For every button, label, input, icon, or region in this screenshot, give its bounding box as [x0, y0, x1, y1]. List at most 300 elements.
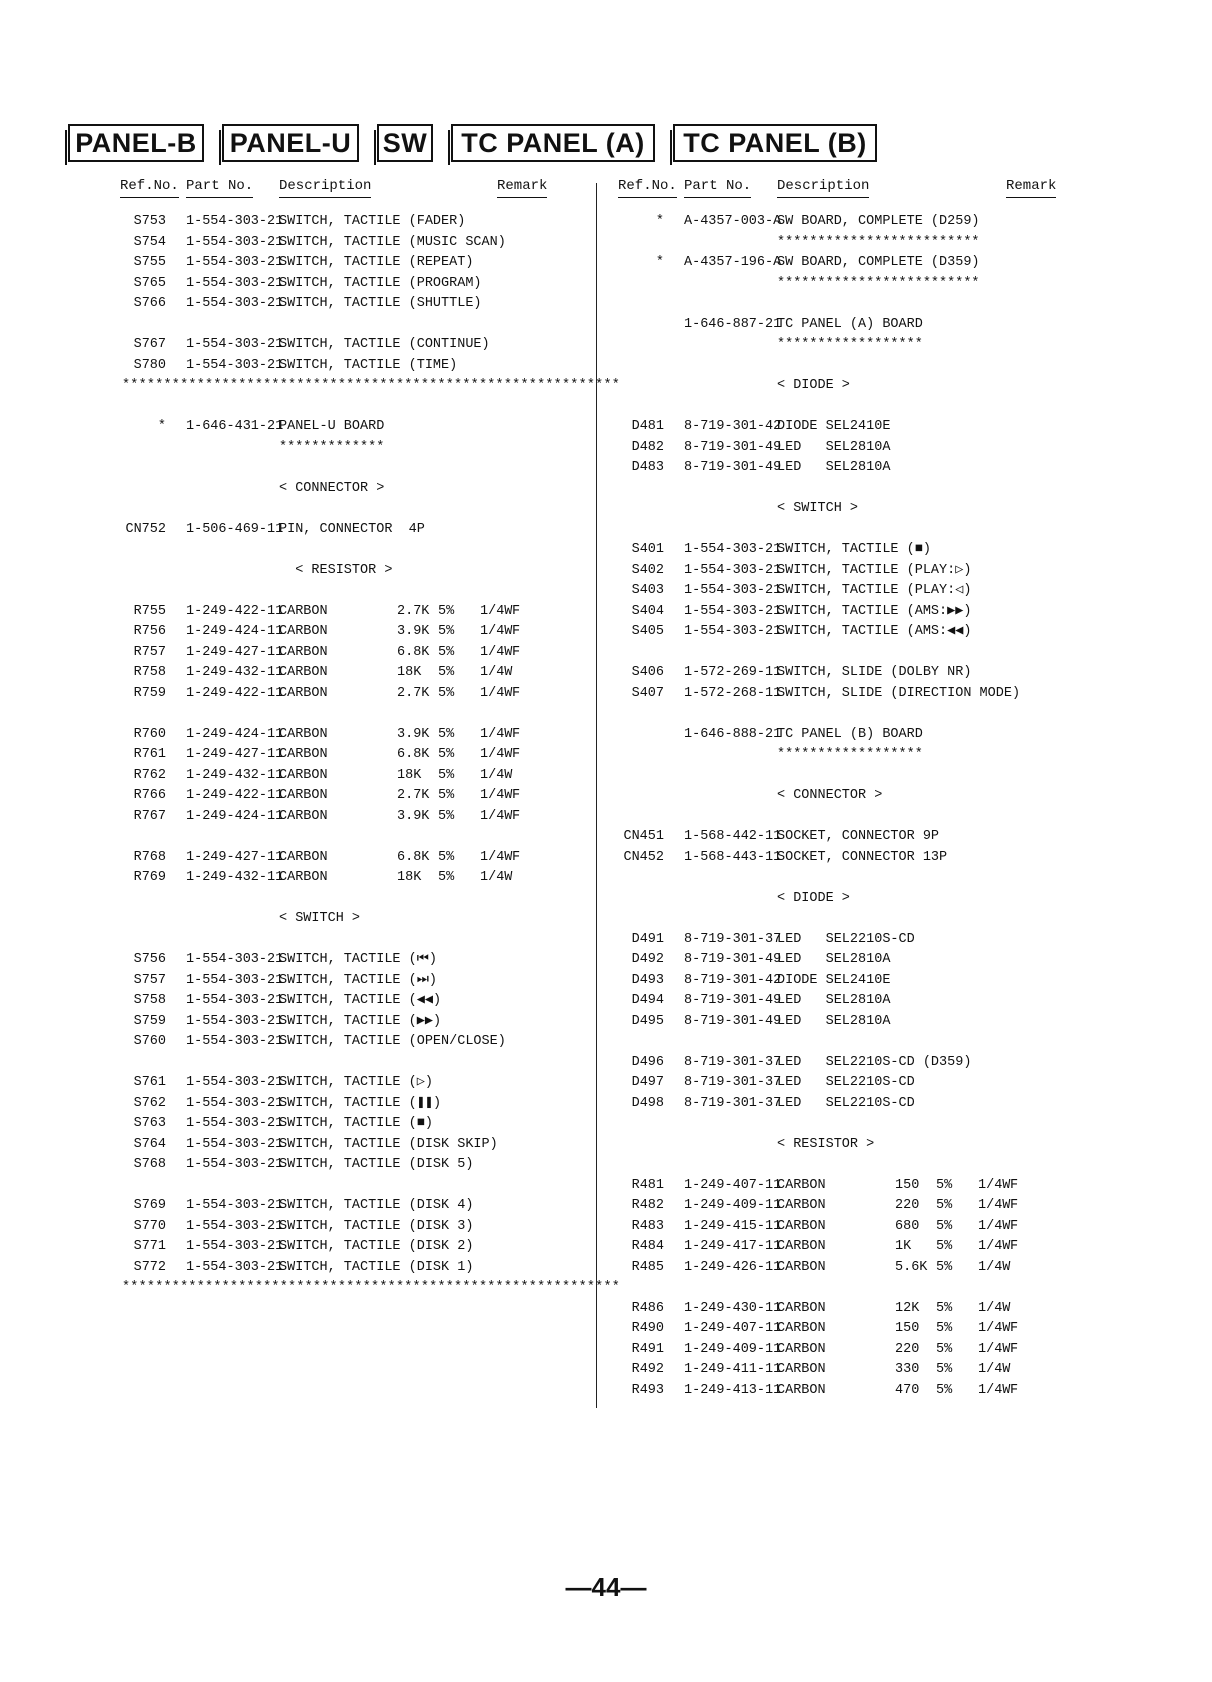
remark: F [512, 849, 521, 865]
power-rating: 1/4W [480, 644, 513, 660]
ref-no: S755 [133, 255, 166, 270]
power-rating: 1/4W [978, 1259, 1011, 1275]
part-row [620, 1381, 1040, 1402]
ref-no: R760 [133, 726, 166, 742]
part-no: 1-554-303-21 [186, 1075, 284, 1090]
power-rating: 1/4W [480, 788, 513, 803]
ref-no: S407 [631, 685, 664, 701]
ref-no: S772 [133, 1259, 166, 1275]
ref-no: R491 [631, 1341, 664, 1357]
description: SWITCH, TACTILE (PLAY:◁) [777, 583, 972, 598]
power-rating: 1/4W [480, 603, 513, 619]
description: SWITCH, TACTILE (CONTINUE) [279, 337, 490, 352]
part-row [620, 253, 1040, 274]
section-label: ************************* [777, 234, 980, 250]
section-heading [620, 786, 1040, 807]
spacer [122, 1053, 622, 1074]
description: CARBON [777, 1198, 826, 1213]
description: SWITCH, TACTILE (⏭) [279, 972, 437, 988]
part-no: 1-249-424-11 [186, 624, 284, 639]
description: LED SEL2810A [777, 952, 891, 967]
spacer [122, 581, 622, 602]
section-label: < SWITCH > [279, 911, 361, 926]
description: CARBON [777, 1382, 826, 1398]
part-no: 8-719-301-49 [684, 952, 782, 967]
part-row [122, 274, 622, 295]
ref-no: S762 [133, 1095, 166, 1111]
part-row [620, 1299, 1040, 1320]
ref-no: R762 [133, 767, 166, 783]
spacer [620, 294, 1040, 315]
power-rating: 1/4W [480, 665, 513, 680]
part-row [122, 622, 622, 643]
section-heading [620, 376, 1040, 397]
part-row [122, 233, 622, 254]
ref-no: S402 [631, 562, 664, 578]
part-row [122, 1258, 622, 1279]
part-row [620, 417, 1040, 438]
tolerance: 5% [438, 747, 455, 762]
ref-no: R482 [631, 1198, 664, 1213]
power-rating: 1/4W [978, 1362, 1011, 1377]
part-row [122, 991, 622, 1012]
ref-no: CN452 [623, 849, 664, 865]
part-no: 1-554-303-21 [186, 1198, 284, 1213]
part-row [620, 1237, 1040, 1258]
ref-no: R755 [133, 603, 166, 619]
part-no: 1-249-411-11 [684, 1362, 782, 1377]
ref-no: CN752 [125, 521, 166, 537]
part-row [122, 294, 622, 315]
part-no: 8-719-301-37 [684, 931, 782, 947]
ref-no: S760 [133, 1034, 166, 1049]
description: SWITCH, TACTILE (◀◀) [279, 993, 442, 1008]
power-rating: 1/4W [480, 849, 513, 865]
ref-no: R768 [133, 849, 166, 865]
description: SWITCH, TACTILE (■) [777, 542, 931, 557]
spacer [122, 889, 622, 910]
part-row [620, 848, 1040, 869]
description: LED SEL2210S-CD [777, 931, 915, 947]
part-no: 1-506-469-11 [186, 521, 284, 537]
description: SWITCH, TACTILE (DISK 4) [279, 1198, 474, 1213]
resistance-value: 2.7K [397, 685, 430, 701]
tab-tc-panel-b: TC PANEL (B) [673, 124, 877, 162]
spacer [620, 520, 1040, 541]
description: CARBON [279, 685, 328, 701]
part-no: 1-249-427-11 [186, 747, 284, 762]
ref-no: S769 [133, 1198, 166, 1213]
description: CARBON [279, 665, 328, 680]
description: SW BOARD, COMPLETE (D359) [777, 255, 980, 270]
part-no: 1-568-442-11 [684, 829, 782, 844]
separator-stars: ************************************************************ [122, 378, 621, 393]
description: CARBON [777, 1259, 826, 1275]
ref-no: * [655, 255, 664, 270]
power-rating: 1/4W [480, 870, 513, 885]
tolerance: 5% [438, 726, 455, 742]
ref-no: S767 [133, 337, 166, 352]
description: CARBON [279, 849, 328, 865]
description: SWITCH, TACTILE (DISK 3) [279, 1218, 474, 1234]
ref-no: D492 [631, 952, 664, 967]
page-number: —44— [565, 1572, 647, 1602]
part-no: 1-249-426-11 [684, 1259, 782, 1275]
power-rating: 1/4W [480, 747, 513, 762]
part-no: 1-554-303-21 [186, 1218, 284, 1234]
part-row [620, 1217, 1040, 1238]
resistance-value: 18K [397, 767, 422, 783]
part-row [620, 1012, 1040, 1033]
part-no: 1-554-303-21 [186, 296, 284, 311]
part-no: 1-646-431-21 [186, 419, 284, 434]
section-heading [620, 1135, 1040, 1156]
header-ref: Ref.No. [618, 178, 677, 198]
section-heading [620, 274, 1040, 295]
part-row [620, 684, 1040, 705]
ref-no: * [655, 214, 664, 229]
description: SW BOARD, COMPLETE (D259) [777, 214, 980, 229]
description: PANEL-U BOARD [279, 419, 385, 434]
ref-no: S764 [133, 1136, 166, 1152]
remark: F [512, 808, 521, 824]
part-row [122, 1196, 622, 1217]
part-no: 1-249-424-11 [186, 808, 284, 824]
part-row [122, 663, 622, 684]
part-no: 1-249-427-11 [186, 849, 284, 865]
part-no: 8-719-301-37 [684, 1075, 782, 1090]
part-row [620, 1360, 1040, 1381]
description: SWITCH, TACTILE (⏮) [279, 952, 437, 967]
part-row [620, 1073, 1040, 1094]
part-row [122, 807, 622, 828]
ref-no: R484 [631, 1239, 664, 1254]
description: LED SEL2810A [777, 460, 891, 475]
spacer [620, 807, 1040, 828]
ref-no: S405 [631, 624, 664, 639]
remark: F [512, 747, 521, 762]
part-no: 1-249-409-11 [684, 1341, 782, 1357]
part-no: 1-554-303-21 [186, 1095, 284, 1111]
part-row [122, 602, 622, 623]
parts-list-left [122, 178, 622, 1299]
ref-no: S754 [133, 234, 166, 250]
section-label: ****************** [777, 337, 923, 352]
spacer [122, 930, 622, 951]
description: LED SEL2210S-CD [777, 1095, 915, 1111]
part-row [122, 253, 622, 274]
description: SWITCH, SLIDE (DOLBY NR) [777, 665, 972, 680]
description: CARBON [279, 870, 328, 885]
ref-no: R761 [133, 747, 166, 762]
description: SOCKET, CONNECTOR 9P [777, 829, 940, 844]
part-no: 1-554-303-21 [186, 1259, 284, 1275]
part-no: 1-249-409-11 [684, 1198, 782, 1213]
ref-no: S401 [631, 542, 664, 557]
description: SWITCH, TACTILE (DISK 1) [279, 1259, 474, 1275]
power-rating: 1/4W [978, 1177, 1011, 1193]
resistance-value: 150 [895, 1177, 920, 1193]
ref-no: D491 [631, 931, 664, 947]
resistance-value: 3.9K [397, 726, 430, 742]
tolerance: 5% [438, 644, 455, 660]
ref-no: R485 [631, 1259, 664, 1275]
ref-no: S759 [133, 1013, 166, 1029]
tolerance: 5% [438, 849, 455, 865]
header-part: Part No. [684, 178, 751, 198]
part-no: 1-249-432-11 [186, 870, 284, 885]
description: SWITCH, TACTILE (FADER) [279, 214, 466, 229]
description: CARBON [279, 644, 328, 660]
spacer [122, 704, 622, 725]
part-row [620, 315, 1040, 336]
part-no: 1-554-303-21 [186, 357, 284, 373]
ref-no: R767 [133, 808, 166, 824]
ref-no: R759 [133, 685, 166, 701]
part-row [122, 212, 622, 233]
description: CARBON [279, 808, 328, 824]
part-no: 1-249-427-11 [186, 644, 284, 660]
power-rating: 1/4W [978, 1198, 1011, 1213]
resistance-value: 2.7K [397, 788, 430, 803]
tolerance: 5% [936, 1300, 953, 1316]
part-no: 1-554-303-21 [186, 1136, 284, 1152]
ref-no: * [157, 419, 166, 434]
part-no: 1-554-303-21 [684, 583, 782, 598]
part-row [122, 868, 622, 889]
part-row [620, 930, 1040, 951]
part-row [122, 1073, 622, 1094]
part-no: 1-554-303-21 [186, 234, 284, 250]
part-no: 1-249-415-11 [684, 1218, 782, 1234]
column-header [122, 178, 622, 212]
column-header [618, 178, 1057, 212]
section-heading [620, 233, 1040, 254]
part-row [620, 950, 1040, 971]
part-no: 1-554-303-21 [684, 624, 782, 639]
part-row [620, 561, 1040, 582]
power-rating: 1/4W [480, 726, 513, 742]
description: DIODE SEL2410E [777, 419, 891, 434]
part-no: 1-554-303-21 [186, 1013, 284, 1029]
resistance-value: 470 [895, 1382, 920, 1398]
section-label: ************************* [777, 275, 980, 291]
tolerance: 5% [936, 1382, 953, 1398]
separator-row [122, 376, 622, 397]
remark: F [512, 644, 521, 660]
section-heading [620, 499, 1040, 520]
section-label: < CONNECTOR > [777, 788, 883, 803]
part-row [620, 971, 1040, 992]
ref-no: S406 [631, 665, 664, 680]
resistance-value: 6.8K [397, 644, 430, 660]
part-no: 1-568-443-11 [684, 849, 782, 865]
ref-no: S403 [631, 583, 664, 598]
part-row [620, 1196, 1040, 1217]
description: CARBON [279, 624, 328, 639]
remark: F [512, 685, 521, 701]
part-no: 8-719-301-37 [684, 1054, 782, 1070]
part-row [122, 1032, 622, 1053]
header-remark: Remark [1006, 178, 1056, 198]
remark: F [512, 726, 521, 742]
part-no: 1-249-407-11 [684, 1177, 782, 1193]
part-no: 1-554-303-21 [186, 1116, 284, 1131]
part-row [620, 827, 1040, 848]
section-heading [620, 335, 1040, 356]
part-no: 1-249-422-11 [186, 603, 284, 619]
part-no: 1-249-430-11 [684, 1300, 782, 1316]
part-row [122, 520, 622, 541]
part-row [122, 1155, 622, 1176]
tolerance: 5% [936, 1259, 953, 1275]
part-row [122, 725, 622, 746]
spacer [122, 458, 622, 479]
part-no: 1-554-303-21 [186, 1157, 284, 1172]
spacer [620, 643, 1040, 664]
part-row [122, 786, 622, 807]
ref-no: D497 [631, 1075, 664, 1090]
ref-no: S761 [133, 1075, 166, 1090]
resistance-value: 18K [397, 870, 422, 885]
section-heading [122, 909, 622, 930]
spacer [122, 827, 622, 848]
part-row [620, 458, 1040, 479]
resistance-value: 680 [895, 1218, 920, 1234]
tolerance: 5% [936, 1362, 953, 1377]
remark: F [1010, 1382, 1019, 1398]
section-label: ****************** [777, 747, 923, 762]
resistance-value: 3.9K [397, 624, 430, 639]
description: PIN, CONNECTOR 4P [279, 521, 425, 537]
separator-row [122, 1278, 622, 1299]
resistance-value: 18K [397, 665, 422, 680]
resistance-value: 220 [895, 1341, 920, 1357]
resistance-value: 150 [895, 1321, 920, 1336]
part-row [620, 1340, 1040, 1361]
section-heading [620, 745, 1040, 766]
power-rating: 1/4W [480, 767, 513, 783]
section-label: < DIODE > [777, 890, 850, 906]
parts-rows-right [620, 212, 1040, 1401]
description: SWITCH, TACTILE (AMS:▶▶) [777, 603, 972, 619]
section-label: ************* [279, 439, 385, 455]
part-no: 1-554-303-21 [186, 255, 284, 270]
ref-no: S756 [133, 952, 166, 967]
tab-panel-b: PANEL-B [68, 124, 204, 162]
part-row [122, 1237, 622, 1258]
part-row [122, 335, 622, 356]
description: CARBON [279, 767, 328, 783]
ref-no: R486 [631, 1300, 664, 1316]
description: CARBON [777, 1177, 826, 1193]
remark: F [1010, 1198, 1019, 1213]
description: LED SEL2210S-CD (D359) [777, 1054, 972, 1070]
description: SWITCH, TACTILE (▶▶) [279, 1013, 442, 1029]
power-rating: 1/4W [480, 685, 513, 701]
ref-no: R483 [631, 1218, 664, 1234]
section-label: < CONNECTOR > [279, 480, 385, 496]
spacer [620, 868, 1040, 889]
spacer [620, 704, 1040, 725]
part-row [122, 950, 622, 971]
description: CARBON [777, 1218, 826, 1234]
part-no: 1-572-268-11 [684, 685, 782, 701]
part-no: A-4357-003-A [684, 214, 782, 229]
part-no: 1-554-303-21 [186, 275, 284, 291]
description: SWITCH, TACTILE (MUSIC SCAN) [279, 234, 506, 250]
part-no: 8-719-301-42 [684, 972, 782, 988]
section-label: < DIODE > [777, 378, 850, 393]
description: SWITCH, TACTILE (DISK 2) [279, 1239, 474, 1254]
part-row [122, 417, 622, 438]
tolerance: 5% [438, 870, 455, 885]
part-no: 1-249-432-11 [186, 665, 284, 680]
part-no: 1-249-417-11 [684, 1239, 782, 1254]
tab-tc-panel-a: TC PANEL (A) [451, 124, 655, 162]
description: SWITCH, TACTILE (OPEN/CLOSE) [279, 1034, 506, 1049]
description: CARBON [777, 1341, 826, 1357]
description: SWITCH, TACTILE (TIME) [279, 357, 458, 373]
description: CARBON [777, 1239, 826, 1254]
part-row [620, 725, 1040, 746]
ref-no: D498 [631, 1095, 664, 1111]
ref-no: CN451 [623, 829, 664, 844]
header-desc: Description [777, 178, 869, 198]
description: DIODE SEL2410E [777, 972, 891, 988]
ref-no: R769 [133, 870, 166, 885]
part-no: 1-249-422-11 [186, 685, 284, 701]
ref-no: S770 [133, 1218, 166, 1234]
power-rating: 1/4W [978, 1239, 1011, 1254]
part-row [620, 622, 1040, 643]
section-heading [122, 479, 622, 500]
ref-no: R757 [133, 644, 166, 660]
part-row [122, 1135, 622, 1156]
remark: F [1010, 1239, 1019, 1254]
spacer [122, 540, 622, 561]
part-no: 8-719-301-49 [684, 460, 782, 475]
description: LED SEL2810A [777, 993, 891, 1008]
part-no: 1-554-303-21 [186, 1239, 284, 1254]
resistance-value: 5.6K [895, 1259, 928, 1275]
description: SWITCH, TACTILE (AMS:◀◀) [777, 624, 972, 639]
part-row [122, 643, 622, 664]
power-rating: 1/4W [978, 1382, 1011, 1398]
header-desc: Description [279, 178, 371, 198]
part-row [620, 581, 1040, 602]
spacer [620, 1032, 1040, 1053]
part-row [122, 1114, 622, 1135]
part-no: 1-249-413-11 [684, 1382, 782, 1398]
ref-no: S753 [133, 214, 166, 229]
tolerance: 5% [438, 767, 455, 783]
part-row [122, 766, 622, 787]
remark: F [512, 788, 521, 803]
part-row [620, 991, 1040, 1012]
parts-rows-left [122, 212, 622, 1299]
tolerance: 5% [438, 603, 455, 619]
part-row [620, 1176, 1040, 1197]
description: CARBON [279, 603, 328, 619]
ref-no: S763 [133, 1116, 166, 1131]
tolerance: 5% [438, 788, 455, 803]
header-ref: Ref.No. [120, 178, 179, 198]
description: SWITCH, TACTILE (SHUTTLE) [279, 296, 482, 311]
power-rating: 1/4W [480, 624, 513, 639]
part-row [620, 663, 1040, 684]
section-heading [620, 889, 1040, 910]
